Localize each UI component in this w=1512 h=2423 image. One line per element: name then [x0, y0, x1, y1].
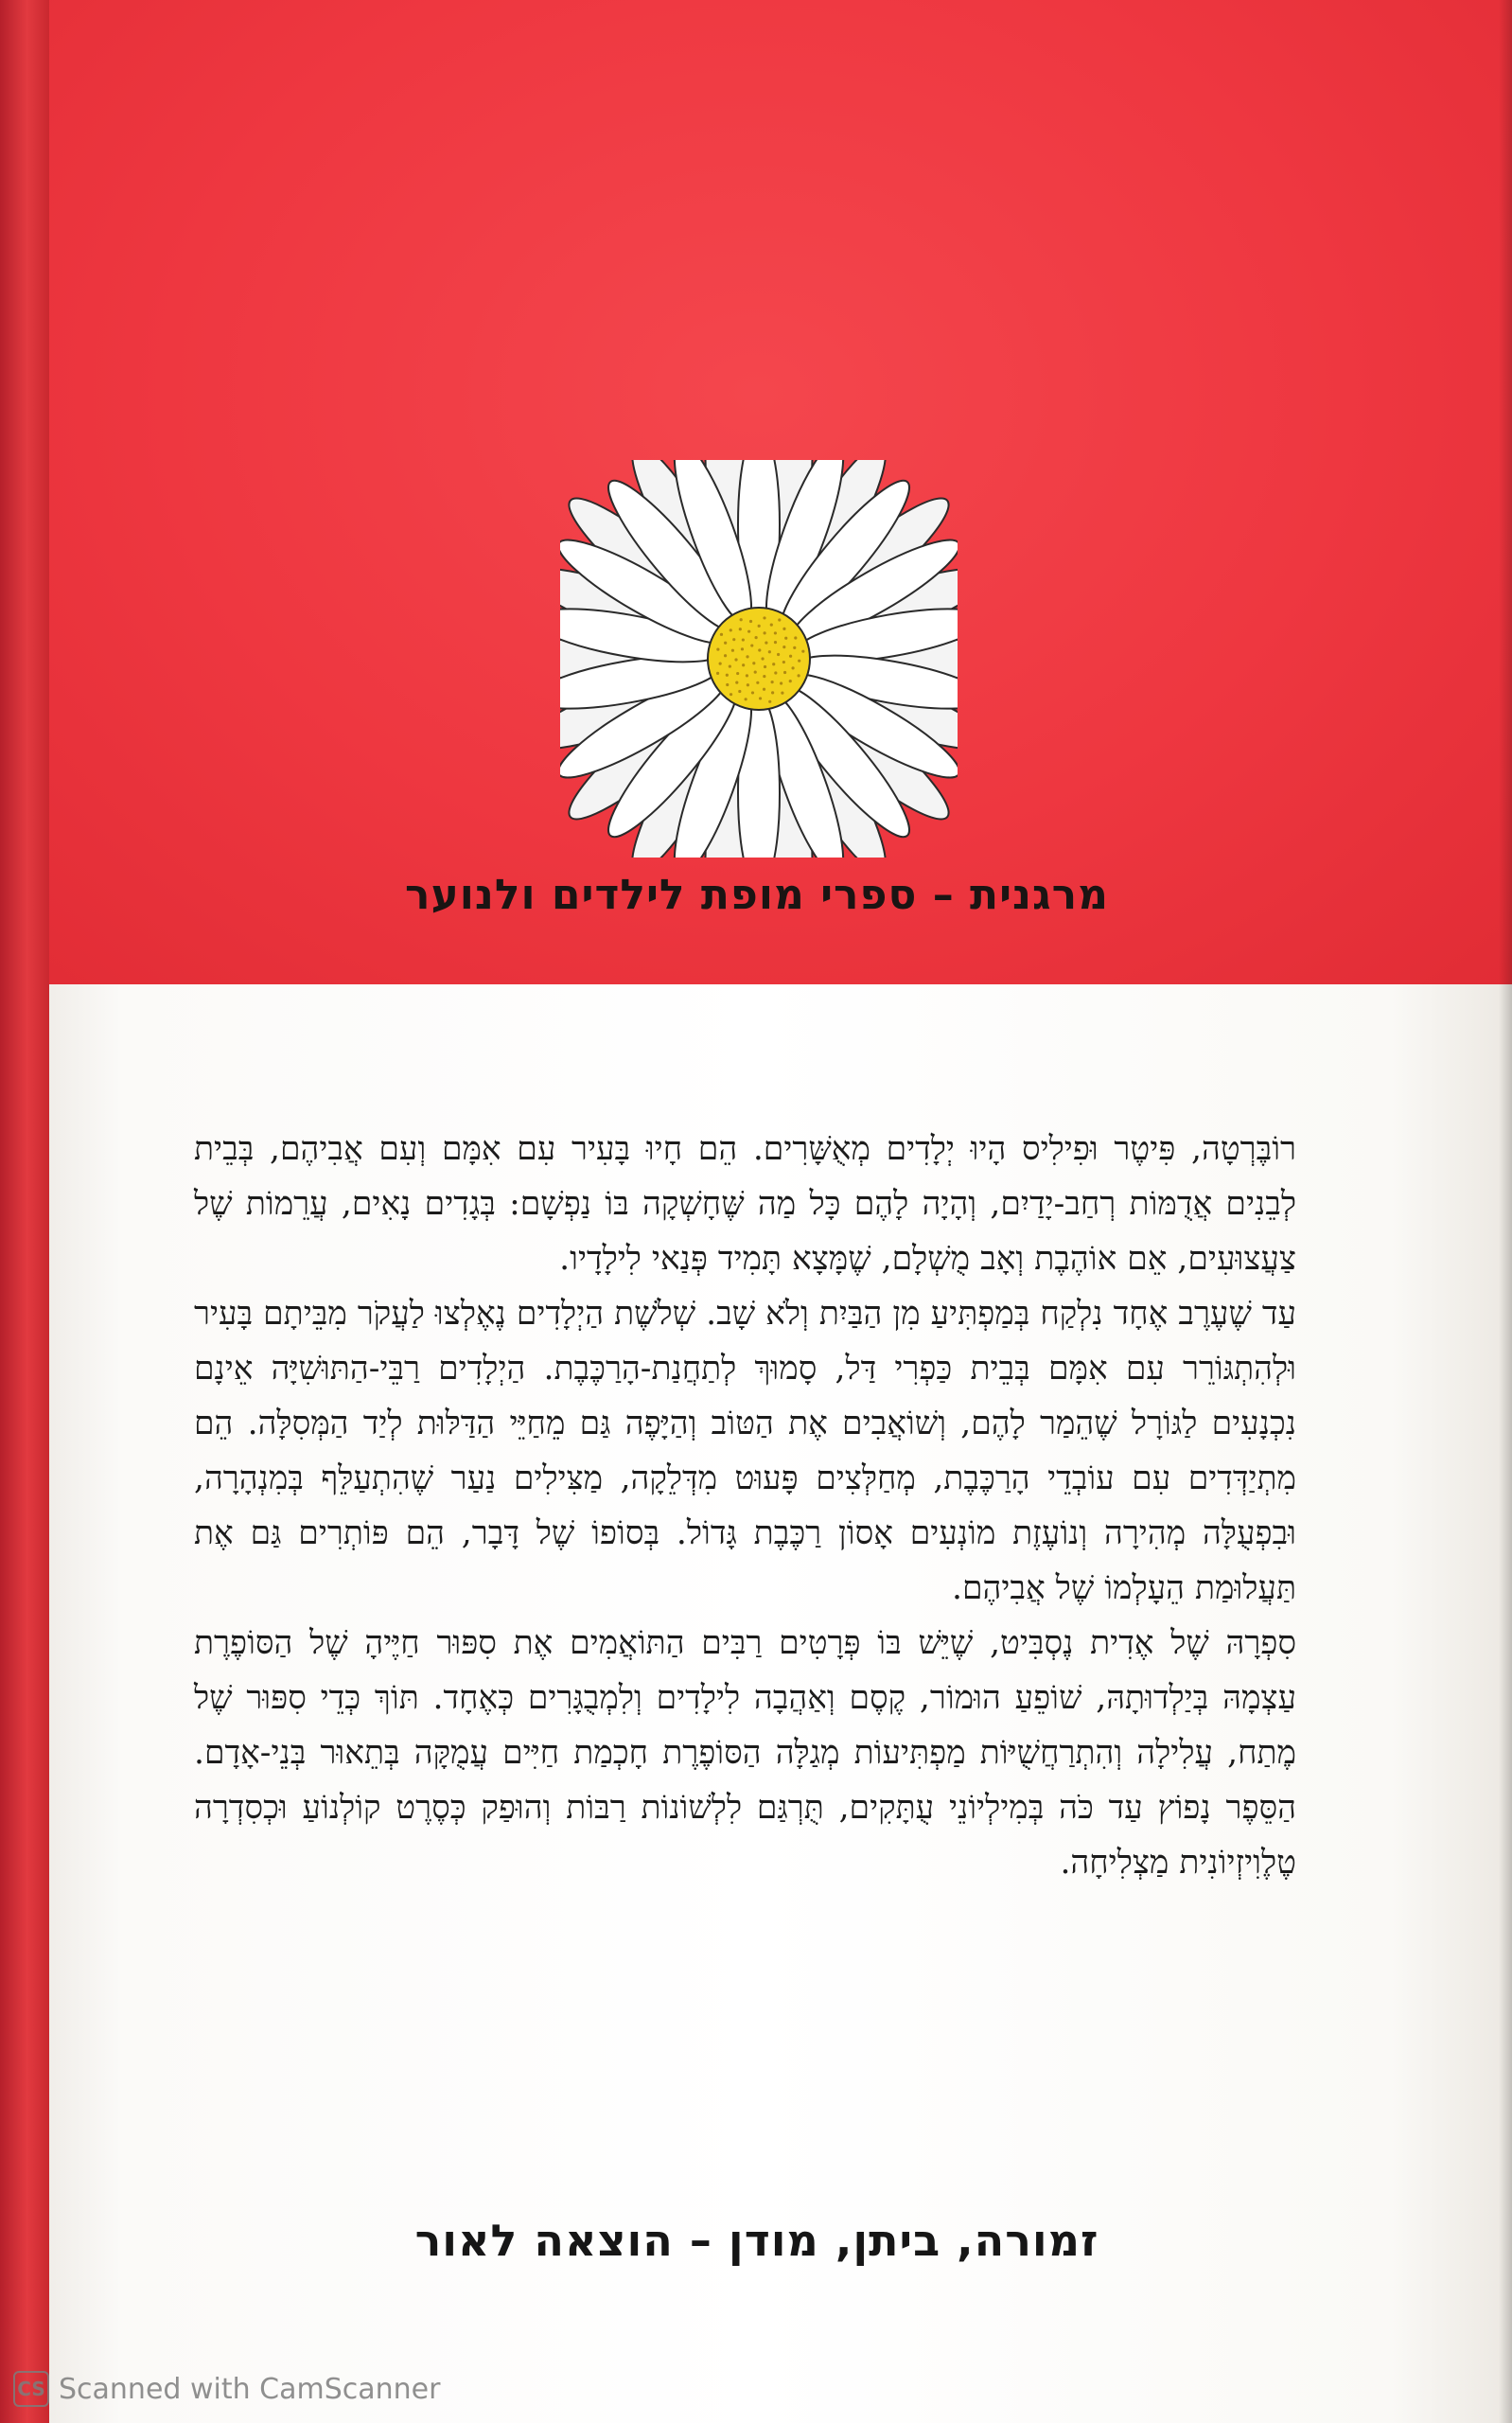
daisy-center-dot — [726, 683, 729, 686]
daisy-center-dot — [747, 683, 749, 686]
daisy-center-dot — [742, 663, 745, 666]
daisy-center-dot — [778, 618, 781, 621]
daisy-center-dot — [756, 681, 759, 684]
daisy-center-dot — [746, 674, 748, 677]
daisy-center-dot — [791, 666, 794, 669]
daisy-center-dot — [735, 681, 738, 683]
daisy-center-dot — [780, 681, 782, 684]
blurb-text — [194, 1122, 1296, 1890]
daisy-center-dot — [758, 625, 761, 628]
daisy-center-dot — [730, 628, 732, 631]
daisy-center-dot — [740, 618, 743, 621]
daisy-center-dot — [730, 693, 732, 696]
daisy-center-dot — [765, 642, 767, 645]
daisy-center-dot — [768, 650, 771, 653]
daisy-center-dot — [763, 616, 765, 619]
daisy-center-dot — [777, 653, 780, 656]
daisy-center-dot — [761, 657, 764, 660]
daisy-center-dot — [771, 691, 774, 694]
daisy-center-dot — [772, 663, 775, 665]
daisy-center-dot — [749, 620, 752, 623]
daisy-center-dot — [774, 641, 777, 644]
daisy-center-dot — [794, 636, 797, 639]
daisy-flower-icon — [560, 460, 958, 858]
daisy-center-dot — [754, 671, 757, 674]
daisy-center-dot — [759, 697, 762, 699]
daisy-center-dot — [781, 692, 783, 695]
daisy-center-dot — [784, 637, 787, 640]
daisy-center-dot — [750, 644, 753, 646]
daisy-center-dot — [770, 624, 773, 627]
daisy-center-dot — [789, 655, 792, 658]
daisy-center-dot — [768, 700, 771, 703]
book-spine-edge — [0, 0, 49, 2423]
daisy-center-dot — [734, 658, 737, 661]
daisy-center-dot — [754, 636, 757, 639]
daisy-center-dot — [763, 688, 765, 691]
daisy-center-dot — [763, 675, 765, 678]
daisy-center-dot — [724, 654, 727, 657]
watermark-label: Scanned with CamScanner — [59, 2372, 441, 2406]
daisy-center-dot — [719, 662, 722, 664]
daisy-center-dot — [724, 642, 727, 645]
daisy-center-dot — [782, 628, 785, 630]
series-title: מרגנית – ספרי מופת לילדים ולנוער — [405, 871, 1109, 919]
daisy-center-dot — [793, 646, 796, 649]
daisy-center-dot — [797, 674, 800, 677]
daisy-center-dot — [745, 698, 747, 700]
daisy-center-dot — [747, 630, 750, 633]
scanner-watermark — [13, 2368, 440, 2410]
daisy-center-dot — [774, 631, 777, 634]
blurb-paragraph-1: רוֹבֶּרְטָה, פִּיטֶר וּפִילִיס הָיוּ יְלָדִים מְאֻשָּׁרִים. הֵם חָיוּ בָּעִיר עִם אִמָּם וְעִם אֲבִיהֶם, בְּבֵית לְבֵנִים אֲדֻמּוֹת רְחַב-יָדַיִם, וְהָיָה לָהֶם כָּל מַה שֶּׁחָשְׁקָה בּוֹ נַפְשָׁם: בְּגָדִים נָאִים, עֲרֵמוֹת שֶׁל צַעֲצוּעִים, אֵם אוֹהֶבֶת וְאָב מֻשְׁלָם, שֶׁמָּצָא תָּמִיד פְּנַאי לִילָדָיו. — [194, 1130, 1296, 1278]
daisy-center-dot — [738, 690, 741, 693]
daisy-center-dot — [751, 691, 754, 694]
daisy-center-dot — [720, 633, 723, 636]
daisy-center-dot — [782, 646, 785, 648]
daisy-center-dot — [798, 660, 800, 663]
daisy-center-dot — [771, 681, 774, 683]
daisy-center-dot — [752, 662, 755, 664]
daisy-center-dot — [746, 655, 748, 658]
daisy-center-dot — [783, 671, 786, 674]
blurb-paragraph-2: עַד שֶׁעֶרֶב אֶחָד נִלְקַח בְּמַפְתִּיעַ מִן הַבַּיִת וְלֹא שָׁב. שְׁלֹשֶׁת הַיְלָדִים נֶאֶלְצוּ לַעֲקֹר מִבֵּיתָם בָּעִיר וּלְהִתְגּוֹרֵר עִם אִמָּם בְּבֵית כַּפְרִי דַּל, סָמוּךְ לְתַחֲנַת-הָרַכֶּבֶת. הַיְלָדִים רַבֵּי-הַתּוּשִׁיָּה אֵינָם נִכְנָעִים לַגּוֹרָל שֶׁהֵמַר לָהֶם, וְשׁוֹאֲבִים אֶת הַטּוֹב וְהַיָּפֶה גַּם מֵחַיֵּי הַדַּלּוּת לְיַד הַמְּסִלָּה. הֵם מִתְיַדְּדִים עִם עוֹבְדֵי הָרַכֶּבֶת, מְחַלְּצִים פָּעוּט מִדְּלֵקָה, מַצִּילִים נַעַר שֶׁהִתְעַלֵּף בְּמִנְהָרָה, וּבִפְעֻלָּה מְהִירָה וְנוֹעֶזֶת מוֹנְעִים אָסוֹן רַכֶּבֶת גָּדוֹל. בְּסוֹפוֹ שֶׁל דָּבָר, הֵם פּוֹתְרִים גַּם אֶת תַּעֲלוּמַת הֵעָלְמוֹ שֶׁל אֲבִיהֶם. — [194, 1295, 1297, 1607]
daisy-center-dot — [741, 647, 744, 650]
daisy-center-dot — [731, 649, 734, 652]
daisy-center-dot — [716, 647, 719, 650]
daisy-center-dot — [716, 672, 719, 675]
daisy-center-dot — [764, 631, 766, 634]
daisy-center-dot — [764, 665, 766, 668]
blurb-paragraph-3: סִפְרָהּ שֶׁל אֶדִית נֶסְבִּיט, שֶׁיֵּשׁ בּוֹ פְּרָטִים רַבִּים הַתּוֹאֲמִים אֶת סִפּוּר חַיֶּיהָ שֶׁל הַסּוֹפֶרֶת עַצְמָהּ בְּיַלְדוּתָהּ, שׁוֹפֵעַ הוּמוֹר, קֶסֶם וְאַהֲבָה לִילָדִים וְלִמְבֻגָּרִים כְּאֶחָד. תּוֹךְ כְּדֵי סִפּוּר שֶׁל מֶתַח, עֲלִילָה וְהִתְרַחֲשֻׁיּוֹת מַפְתִּיעוֹת מְגַלָּה הַסּוֹפֶרֶת חָכְמַת חַיִּים עֲמֻקָּה בְּתֵאוּר בְּנֵי-אָדָם. הַסֵּפֶר נָפוֹץ עַד כֹּה בְּמִילְיוֹנֵי עֻתָּקִים, תֻּרְגַּם לִלְשׁוֹנוֹת רַבּוֹת וְהוּפַק כְּסֶרֶט קוֹלְנוֹעַ וּכְסִדְרָה טֶלֶוִיזְיוֹנִית מַצְלִיחָה. — [194, 1624, 1296, 1882]
page-edge-shadow — [1499, 0, 1512, 2423]
daisy-center-dot — [729, 664, 731, 667]
daisy-center-dot — [726, 674, 729, 677]
daisy-center — [708, 608, 810, 710]
daisy-center-dot — [758, 648, 761, 651]
daisy-center-dot — [732, 638, 735, 641]
daisy-center-dot — [742, 638, 745, 641]
daisy-center-dot — [789, 680, 792, 682]
camscanner-logo-icon: CS — [13, 2371, 49, 2407]
daisy-center-dot — [801, 650, 804, 653]
daisy-center-dot — [774, 671, 777, 674]
daisy-center-dot — [736, 672, 739, 675]
publisher-name: זמורה, ביתן, מודן – הוצאה לאור — [414, 2215, 1099, 2266]
daisy-center-dot — [739, 628, 742, 630]
daisy-center-dot — [782, 661, 785, 663]
